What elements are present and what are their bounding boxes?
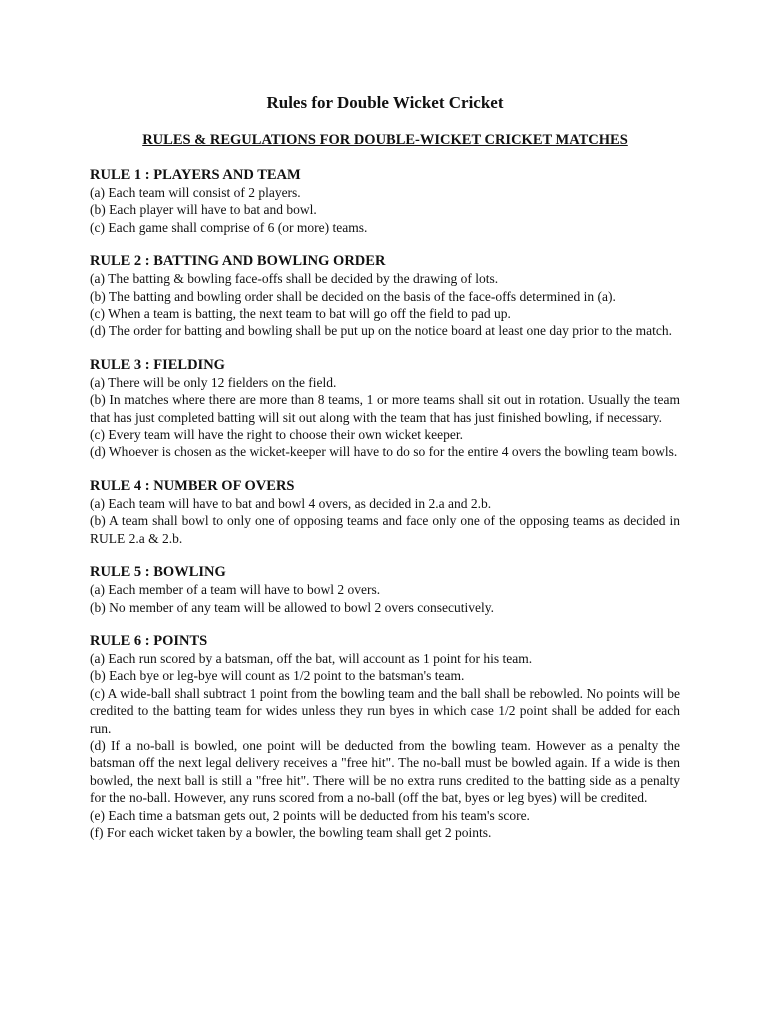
rule-3	[90, 356, 680, 461]
document-subtitle: RULES & REGULATIONS FOR DOUBLE-WICKET CRICKET MATCHES	[142, 132, 628, 148]
rule-heading: RULE 6 : POINTS	[90, 632, 208, 649]
rule-clause: (a) Each run scored by a batsman, off the bat, will account as 1 point for his team.	[90, 650, 533, 666]
rule-clause: (c) A wide-ball shall subtract 1 point from the bowling team and the ball shall be rebowled. No points will be credited to the batting team for wides unless they run byes in which case 1/2 point shall be added for each run.	[90, 685, 680, 736]
rule-heading: RULE 5 : BOWLING	[90, 564, 226, 581]
rule-clause: (e) Each time a batsman gets out, 2 points will be deducted from his team's score.	[90, 807, 530, 823]
rule-clause: (b) A team shall bowl to only one of opposing teams and face only one of the opposing teams as decided in RULE 2.a & 2.b.	[90, 513, 680, 546]
rule-clause: (b) The batting and bowling order shall be decided on the basis of the face-offs determined in (a).	[90, 288, 616, 304]
rule-heading: RULE 3 : FIELDING	[90, 356, 225, 373]
rule-1	[90, 166, 680, 236]
rule-clause: (c) Every team will have the right to choose their own wicket keeper.	[90, 427, 463, 443]
rule-heading: RULE 2 : BATTING AND BOWLING ORDER	[90, 253, 386, 270]
rule-6	[90, 632, 680, 841]
rule-clause: (d) The order for batting and bowling shall be put up on the notice board at least one day prior to the match.	[90, 323, 672, 339]
rule-clause: (f) For each wicket taken by a bowler, the bowling team shall get 2 points.	[90, 824, 492, 840]
rule-clause: (a) Each team will consist of 2 players.	[90, 185, 301, 200]
rule-heading: RULE 1 : PLAYERS AND TEAM	[90, 167, 301, 183]
rule-clause: (b) Each player will have to bat and bowl.	[90, 202, 317, 218]
rule-heading: RULE 4 : NUMBER OF OVERS	[90, 477, 295, 494]
rule-clause: (a) There will be only 12 fielders on the field.	[90, 374, 337, 390]
rule-clause: (a) The batting & bowling face-offs shall be decided by the drawing of lots.	[90, 271, 499, 287]
rule-clause: (c) When a team is batting, the next team to bat will go off the field to pad up.	[90, 306, 511, 322]
document-title: Rules for Double Wicket Cricket	[266, 93, 504, 112]
rule-clause: (b) No member of any team will be allowed to bowl 2 overs consecutively.	[90, 599, 495, 615]
rule-2	[90, 252, 680, 340]
rule-clause: (c) Each game shall comprise of 6 (or more) teams.	[90, 219, 368, 235]
rule-5	[90, 563, 680, 616]
rule-clause: (d) If a no-ball is bowled, one point will be deducted from the bowling team. However as a penalty the batsman off the next legal delivery receives a "free hit". The no-ball must be bowled again. If a wide is then bowled, the next ball is still a "free hit". There will be no extra runs credited to the batting side as a penalty for the no-ball. However, any runs scored from a no-ball (off the bat, byes or leg byes) will be credited.	[90, 737, 680, 806]
rule-clause: (d) Whoever is chosen as the wicket-keeper will have to do so for the entire 4 overs the bowling team bowls.	[90, 444, 678, 460]
rule-clause: (a) Each member of a team will have to bowl 2 overs.	[90, 582, 381, 598]
rule-clause: (b) Each bye or leg-bye will count as 1/2 point to the batsman's team.	[90, 668, 465, 684]
rule-clause: (a) Each team will have to bat and bowl 4 overs, as decided in 2.a and 2.b.	[90, 495, 492, 511]
rule-clause: (b) In matches where there are more than 8 teams, 1 or more teams shall sit out in rotation. Usually the team that has just completed batting will sit out along with the team that has just finished bowling, if necessary.	[90, 392, 680, 425]
rule-4	[90, 477, 680, 547]
